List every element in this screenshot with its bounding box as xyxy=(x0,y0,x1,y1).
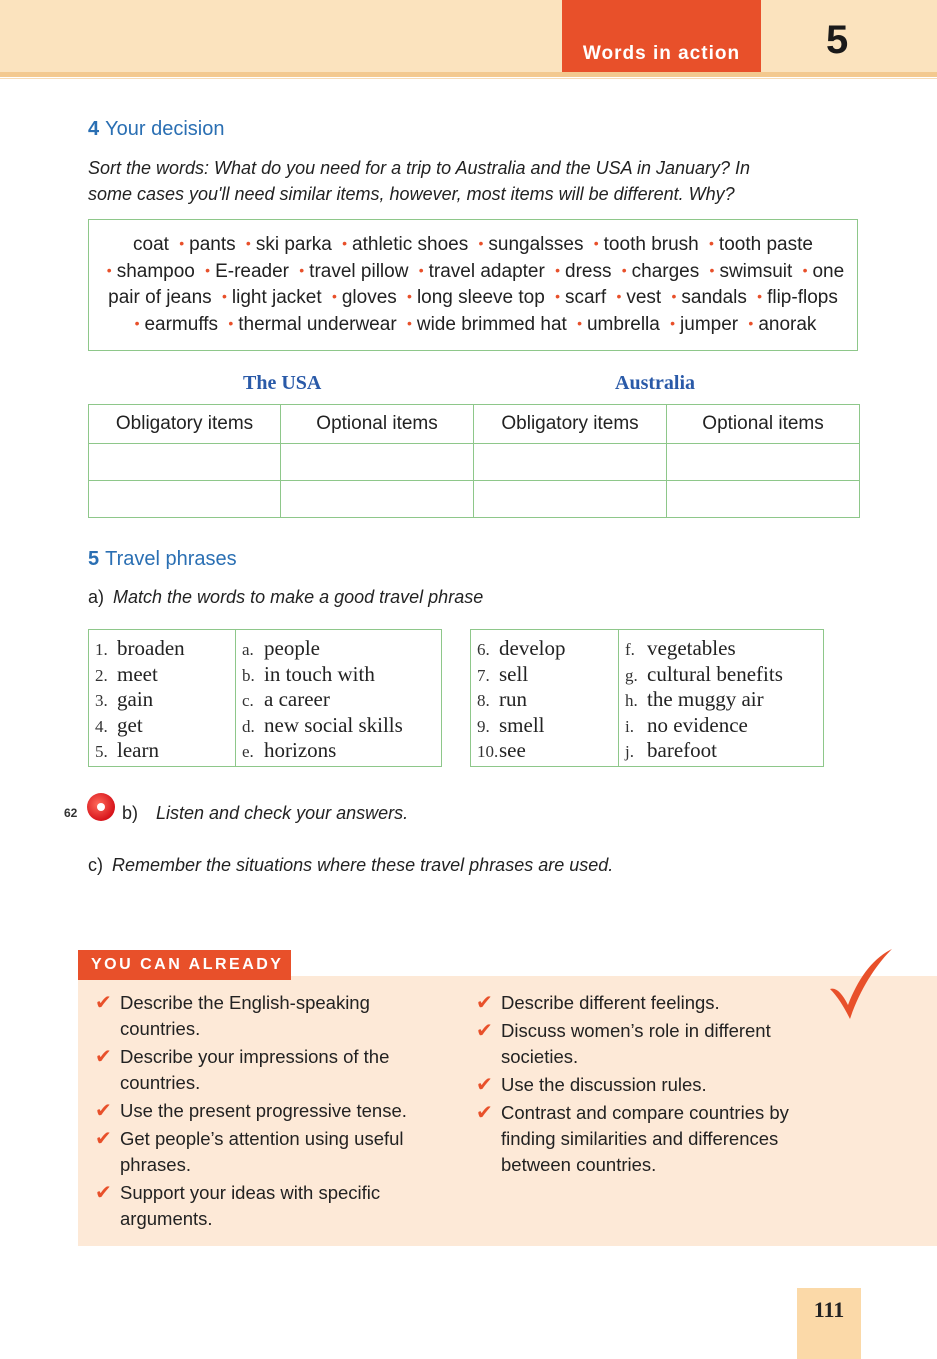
item-word: cultural benefits xyxy=(647,661,783,686)
vocabulary-word: tooth paste xyxy=(718,234,813,255)
item-word: broaden xyxy=(117,636,185,660)
vocabulary-word: dress xyxy=(565,260,612,282)
skill-text: Describe the English-speaking countries. xyxy=(120,992,370,1039)
verb-column xyxy=(89,630,236,766)
bullet-separator: • xyxy=(555,288,560,304)
bullet-separator: • xyxy=(593,235,599,251)
item-word: see xyxy=(499,738,526,762)
blank-cell[interactable] xyxy=(667,481,860,518)
word-box xyxy=(88,219,858,351)
item-word: develop xyxy=(499,636,566,660)
item-word: gain xyxy=(117,687,154,711)
vocabulary-word: ski parka xyxy=(255,234,332,255)
vocabulary-word: sandals xyxy=(681,287,747,308)
vocabulary-word: travel pillow xyxy=(309,260,409,282)
bullet-separator: • xyxy=(555,261,560,278)
skill-text: Contrast and compare countries by finding similarities and differences between countries. xyxy=(501,1102,789,1175)
item-label: b. xyxy=(242,665,255,685)
match-row xyxy=(625,738,817,764)
audio-cd-icon[interactable] xyxy=(87,793,115,821)
bullet-separator: • xyxy=(299,261,305,278)
bullet-separator: • xyxy=(418,261,424,278)
exercise-5-title: Travel phrases xyxy=(105,548,237,570)
match-row xyxy=(477,738,612,764)
table-row xyxy=(89,444,860,481)
match-row xyxy=(242,636,435,662)
skills-list-right xyxy=(473,990,818,1180)
bullet-separator: • xyxy=(106,261,112,278)
item-word: people xyxy=(264,636,320,660)
item-label: e. xyxy=(242,742,254,761)
vocabulary-word: shampoo xyxy=(116,260,195,282)
match-row xyxy=(95,636,229,662)
skill-item xyxy=(473,1100,818,1178)
table-row xyxy=(89,481,860,518)
item-label: h. xyxy=(625,691,638,710)
check-icon: ✔ xyxy=(476,1020,493,1042)
match-row xyxy=(477,713,612,739)
vocabulary-word: pants xyxy=(189,234,236,255)
vocabulary-word: long sleeve top xyxy=(416,287,545,308)
item-word: horizons xyxy=(264,738,337,762)
item-word: a career xyxy=(264,687,330,711)
item-label: 6. xyxy=(477,640,490,659)
blank-cell[interactable] xyxy=(473,444,666,481)
skill-item xyxy=(92,1044,442,1096)
bullet-separator: • xyxy=(478,235,484,251)
match-table-right xyxy=(470,629,824,767)
part-b-text: Listen and check your answers. xyxy=(156,803,409,823)
item-label: 1. xyxy=(95,640,108,659)
part-a-label: a) xyxy=(88,587,105,607)
bullet-separator: • xyxy=(406,314,412,331)
blank-cell[interactable] xyxy=(281,444,474,481)
checkmark-icon xyxy=(826,945,896,1023)
header-band xyxy=(0,0,937,72)
vocabulary-word: gloves xyxy=(341,287,397,308)
exercise-4-instruction xyxy=(88,155,750,207)
vocabulary-word: flip-flops xyxy=(767,287,838,308)
item-word: in touch with xyxy=(264,661,375,686)
part-b-label: b) xyxy=(122,803,139,823)
vocabulary-word: anorak xyxy=(758,313,817,335)
item-label: 3. xyxy=(95,691,108,710)
check-icon: ✔ xyxy=(476,992,493,1014)
bullet-separator: • xyxy=(221,288,227,304)
instruction-line: some cases you'll need similar items, however, most items will be different. Why? xyxy=(88,184,735,204)
skill-item xyxy=(92,1098,442,1124)
bullet-separator: • xyxy=(621,261,627,278)
skill-item xyxy=(473,990,818,1016)
item-label: d. xyxy=(242,716,255,736)
skill-text: Support your ideas with specific arguments. xyxy=(120,1182,381,1229)
item-label: g. xyxy=(625,665,638,685)
column-header: Optional items xyxy=(667,405,860,444)
track-number: 62 xyxy=(64,806,78,820)
exercise-5-heading xyxy=(88,548,237,571)
section-tab xyxy=(562,0,761,72)
part-c xyxy=(88,855,613,876)
check-icon: ✔ xyxy=(476,1102,493,1124)
part-c-text: Remember the situations where these travel phrases are used. xyxy=(112,855,614,875)
skill-text: Get people’s attention using useful phrases. xyxy=(120,1128,404,1175)
item-word: get xyxy=(117,712,143,737)
skill-text: Describe different feelings. xyxy=(501,992,720,1013)
check-icon: ✔ xyxy=(95,1182,112,1204)
check-icon: ✔ xyxy=(95,1128,112,1150)
match-row xyxy=(95,662,229,688)
blank-cell[interactable] xyxy=(281,481,474,518)
vocabulary-word: athletic shoes xyxy=(352,234,469,255)
match-row xyxy=(625,687,817,713)
item-label: 2. xyxy=(95,665,108,685)
bullet-separator: • xyxy=(228,314,234,331)
skill-item xyxy=(473,1018,818,1070)
vocabulary-word: swimsuit xyxy=(719,260,793,282)
vocabulary-word: travel adapter xyxy=(428,260,545,282)
skill-text: Use the discussion rules. xyxy=(501,1074,707,1095)
vocabulary-word: one pair of jeans xyxy=(108,260,845,308)
check-icon: ✔ xyxy=(95,992,112,1014)
skill-text: Use the present progressive tense. xyxy=(120,1100,407,1121)
bullet-separator: • xyxy=(670,314,676,331)
item-label: c. xyxy=(242,691,254,710)
item-word: the muggy air xyxy=(647,687,764,711)
check-icon: ✔ xyxy=(95,1046,112,1068)
item-word: run xyxy=(499,687,527,711)
skill-item xyxy=(92,1180,442,1232)
country-australia-label: Australia xyxy=(615,372,695,394)
instruction-line: Sort the words: What do you need for a trip to Australia and the USA in January? In xyxy=(88,158,751,178)
item-word: barefoot xyxy=(647,738,717,762)
vocabulary-word: E-reader xyxy=(215,260,289,282)
bullet-separator: • xyxy=(134,314,140,331)
sort-table xyxy=(88,404,860,518)
match-row xyxy=(242,687,435,713)
exercise-4-number: 4 xyxy=(88,118,100,140)
match-row xyxy=(477,687,612,713)
bullet-separator: • xyxy=(802,261,808,278)
item-label: j. xyxy=(625,742,634,761)
bullet-separator: • xyxy=(748,314,754,331)
match-row xyxy=(477,662,612,688)
match-row xyxy=(477,636,612,662)
bullet-separator: • xyxy=(616,288,622,304)
bullet-separator: • xyxy=(757,288,763,304)
object-column xyxy=(236,630,441,766)
skills-list-left xyxy=(92,990,442,1234)
item-word: sell xyxy=(499,661,529,686)
exercise-5-number: 5 xyxy=(88,548,100,570)
item-label: 4. xyxy=(95,716,108,736)
match-row xyxy=(625,662,817,688)
blank-cell[interactable] xyxy=(473,481,666,518)
sort-table-header xyxy=(89,405,860,444)
unit-number: 5 xyxy=(826,18,849,62)
item-label: 10. xyxy=(477,742,499,761)
column-header: Obligatory items xyxy=(473,405,666,444)
item-word: smell xyxy=(499,712,545,737)
item-label: i. xyxy=(625,716,634,736)
item-label: a. xyxy=(242,640,254,659)
item-word: no evidence xyxy=(647,712,748,737)
bullet-separator: • xyxy=(179,235,185,251)
part-b xyxy=(122,803,408,824)
vocabulary-word: jumper xyxy=(680,313,739,335)
part-a-text: Match the words to make a good travel phrase xyxy=(113,587,484,607)
bullet-separator: • xyxy=(709,235,714,251)
blank-cell[interactable] xyxy=(89,481,281,518)
blank-cell[interactable] xyxy=(89,444,281,481)
check-icon: ✔ xyxy=(476,1074,493,1096)
vocabulary-word: earmuffs xyxy=(144,313,219,335)
item-label: 8. xyxy=(477,691,490,710)
match-row xyxy=(95,687,229,713)
match-row xyxy=(625,713,817,739)
item-label: 5. xyxy=(95,742,108,761)
verb-column xyxy=(471,630,619,766)
bullet-separator: • xyxy=(577,314,582,331)
bullet-separator: • xyxy=(671,288,677,304)
blank-cell[interactable] xyxy=(667,444,860,481)
country-usa-label: The USA xyxy=(243,372,322,394)
vocabulary-word: charges xyxy=(631,260,700,282)
page-number: 111 xyxy=(813,1297,845,1322)
match-row xyxy=(242,713,435,739)
header-rule xyxy=(0,72,937,77)
skill-text: Discuss women’s role in different societies. xyxy=(501,1020,771,1067)
check-icon: ✔ xyxy=(95,1100,112,1122)
vocabulary-word: coat xyxy=(133,234,169,255)
object-column xyxy=(619,630,823,766)
part-c-label: c) xyxy=(88,855,103,875)
item-label: 7. xyxy=(477,665,490,685)
skill-item xyxy=(92,1126,442,1178)
skill-item xyxy=(92,990,442,1042)
vocabulary-word: vest xyxy=(626,287,662,308)
column-header: Obligatory items xyxy=(89,405,281,444)
vocabulary-word: sungalsses xyxy=(488,234,584,255)
bullet-separator: • xyxy=(205,261,211,278)
bullet-separator: • xyxy=(331,288,337,304)
match-table-left xyxy=(88,629,442,767)
bullet-separator: • xyxy=(245,235,251,251)
skill-text: Describe your impressions of the countries. xyxy=(120,1046,390,1093)
section-label: Words in action xyxy=(582,43,741,64)
vocabulary-word: wide brimmed hat xyxy=(416,313,567,335)
item-word: learn xyxy=(117,738,159,762)
item-word: vegetables xyxy=(647,636,736,660)
exercise-4-title: Your decision xyxy=(105,118,225,140)
bullet-separator: • xyxy=(342,235,348,251)
header-rule-thin xyxy=(0,78,937,79)
vocabulary-word: scarf xyxy=(564,287,607,308)
item-word: new social skills xyxy=(264,712,403,737)
match-row xyxy=(242,738,435,764)
match-row xyxy=(242,662,435,688)
item-label: 9. xyxy=(477,716,490,736)
item-word: meet xyxy=(117,661,158,686)
vocabulary-word: umbrella xyxy=(586,313,660,335)
vocabulary-word: thermal underwear xyxy=(238,313,397,335)
column-header: Optional items xyxy=(281,405,474,444)
you-can-already-tag: YOU CAN ALREADY xyxy=(78,950,291,980)
match-row xyxy=(95,738,229,764)
vocabulary-word: tooth brush xyxy=(603,234,699,255)
vocabulary-word: light jacket xyxy=(231,287,322,308)
part-a xyxy=(88,587,483,608)
bullet-separator: • xyxy=(709,261,715,278)
match-row xyxy=(625,636,817,662)
match-row xyxy=(95,713,229,739)
bullet-separator: • xyxy=(407,288,412,304)
item-label: f. xyxy=(625,640,635,659)
skill-item xyxy=(473,1072,818,1098)
exercise-4-heading xyxy=(88,118,224,141)
